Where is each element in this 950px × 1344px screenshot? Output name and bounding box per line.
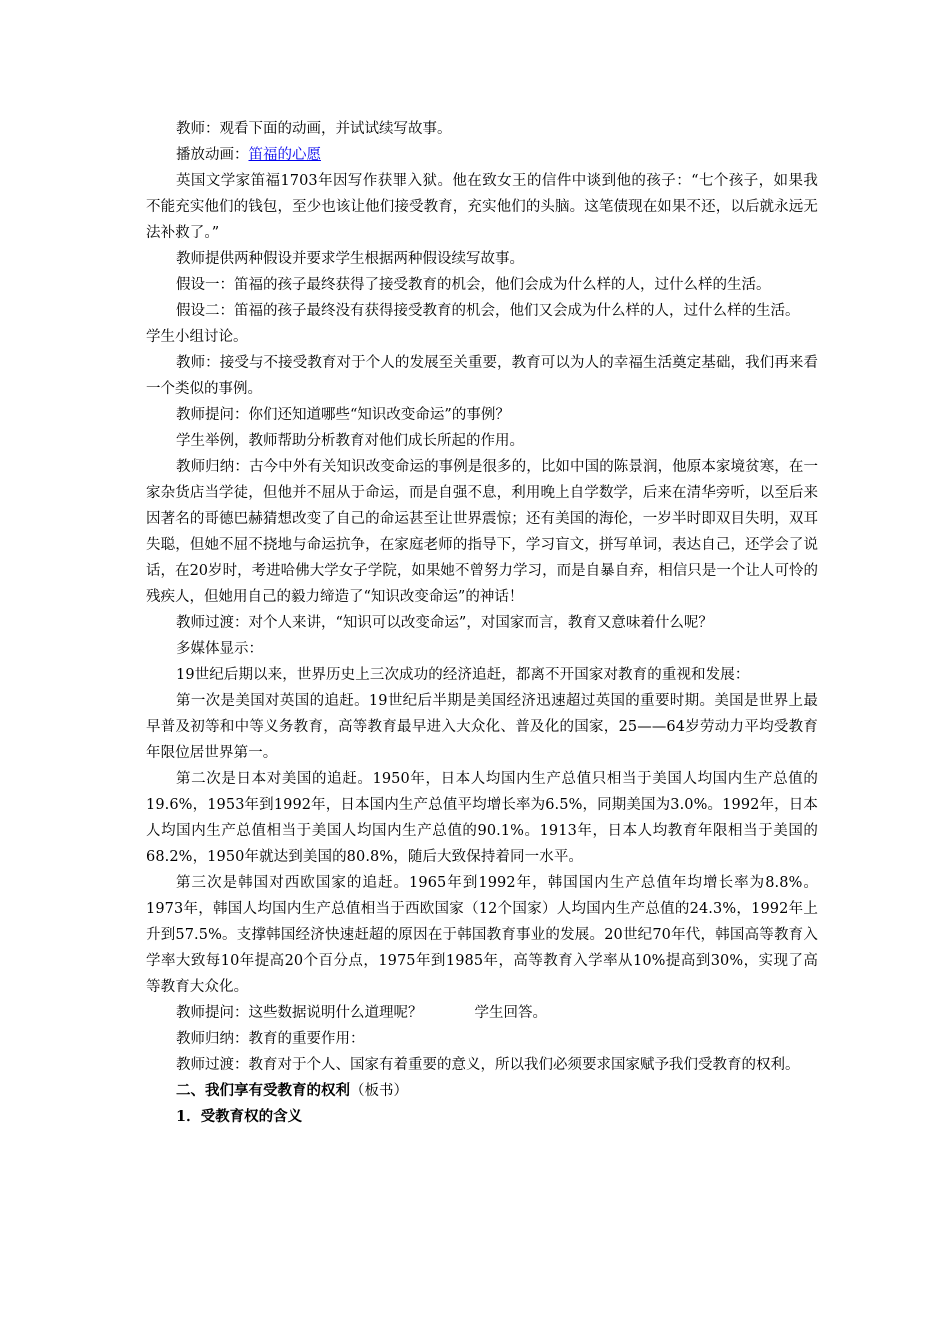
economic-catchup-intro: 19世纪后期以来，世界历史上三次成功的经济追赶，都离不开国家对教育的重视和发展： xyxy=(176,667,750,683)
korea-europe-catchup: 第三次是韩国对西欧国家的追赶。1965年到1992年，韩国国内生产总值年均增长率为8.8%。1973年，韩国人均国内生产总值相当于西欧国家（12个国家）人均国内生产总值的24.3%，1992年上升到57.5%。支撑韩国经济快速赶超的原因在于韩国教育事业的发展。20世纪70年代，韩国高等教育入学率大致每10年提高20个百分点，1975年到1985年，高等教育入学率从10%提高到30%，实现了高等教育大众化。 xyxy=(146,875,818,995)
document-body xyxy=(146,116,818,1130)
teacher-question: 教师提问：你们还知道哪些“知识改变命运”的事例？ xyxy=(176,407,510,423)
data-question: 教师提问：这些数据说明什么道理呢？ xyxy=(176,1005,423,1021)
hypothesis-one: 假设一：笛福的孩子最终获得了接受教育的机会，他们会成为什么样的人，过什么样的生活。 xyxy=(176,277,771,293)
teacher-summary-importance: 教师归纳：教育的重要作用： xyxy=(176,1031,365,1047)
animation-label: 播放动画： xyxy=(176,147,249,163)
section-heading-note: （板书） xyxy=(350,1083,408,1099)
hypothesis-intro: 教师提供两种假设并要求学生根据两种假设续写故事。 xyxy=(176,251,524,267)
section-heading-title: 二、我们享有受教育的权利 xyxy=(176,1082,350,1099)
multimedia-label: 多媒体显示： xyxy=(176,641,263,657)
animation-line xyxy=(146,142,818,168)
teacher-transition: 教师过渡：对个人来讲，“知识可以改变命运”，对国家而言，教育又意味着什么呢？ xyxy=(176,615,713,631)
japan-us-catchup: 第二次是日本对美国的追赶。1950年，日本人均国内生产总值只相当于美国人均国内生产总值的19.6%，1953年到1992年，日本国内生产总值平均增长率为6.5%，同期美国为3.0%。1992年，日本人均国内生产总值相当于美国人均国内生产总值的90.1%。1913年，日本人均教育年限相当于美国的68.2%，1950年就达到美国的80.8%，随后大致保持着同一水平。 xyxy=(146,771,818,865)
teacher-instruction: 教师：观看下面的动画，并试试续写故事。 xyxy=(176,121,452,137)
teacher-transition-rights: 教师过渡：教育对于个人、国家有着重要的意义，所以我们必须要求国家赋予我们受教育的权利。 xyxy=(176,1057,800,1073)
subsection-heading: 1．受教育权的含义 xyxy=(176,1108,303,1125)
hypothesis-two: 假设二：笛福的孩子最终没有获得接受教育的机会，他们又会成为什么样的人，过什么样的生活。 xyxy=(176,303,800,319)
student-answer: 学生回答。 xyxy=(474,1005,547,1021)
teacher-remark: 教师：接受与不接受教育对于个人的发展至关重要，教育可以为人的幸福生活奠定基础，我们再来看一个类似的事例。 xyxy=(146,355,818,397)
teacher-summary-examples: 教师归纳：古今中外有关知识改变命运的事例是很多的，比如中国的陈景润，他原本家境贫寒，在一家杂货店当学徒，但他并不屈从于命运，而是自强不息，利用晚上自学数学，后来在清华旁听，以至后来因著名的哥德巴赫猜想改变了自己的命运甚至让世界震惊；还有美国的海伦，一岁半时即双目失明，双耳失聪，但她不屈不挠地与命运抗争，在家庭老师的指导下，学习盲文，拼写单词，表达自己，还学会了说话，在20岁时，考进哈佛大学女子学院，如果她不曾努力学习，而是自暴自弃，相信只是一个让人可怜的残疾人，但她用自己的毅力缔造了“知识改变命运”的神话！ xyxy=(146,459,818,605)
us-uk-catchup: 第一次是美国对英国的追赶。19世纪后半期是美国经济迅速超过英国的重要时期。美国是世界上最早普及初等和中等义务教育，高等教育最早进入大众化、普及化的国家，25——64岁劳动力平均受教育年限位居世界第一。 xyxy=(146,693,818,761)
section-heading xyxy=(146,1078,818,1104)
student-examples: 学生举例，教师帮助分析教育对他们成长所起的作用。 xyxy=(176,433,524,449)
data-question-line xyxy=(146,1000,818,1026)
animation-link[interactable]: 笛福的心愿 xyxy=(248,147,321,163)
group-discussion: 学生小组讨论。 xyxy=(146,329,248,345)
defoe-story-paragraph: 英国文学家笛福1703年因写作获罪入狱。他在致女王的信件中谈到他的孩子：“七个孩子，如果我不能充实他们的钱包，至少也该让他们接受教育，充实他们的头脑。这笔债现在如果不还，以后就永远无法补救了。” xyxy=(146,173,818,241)
